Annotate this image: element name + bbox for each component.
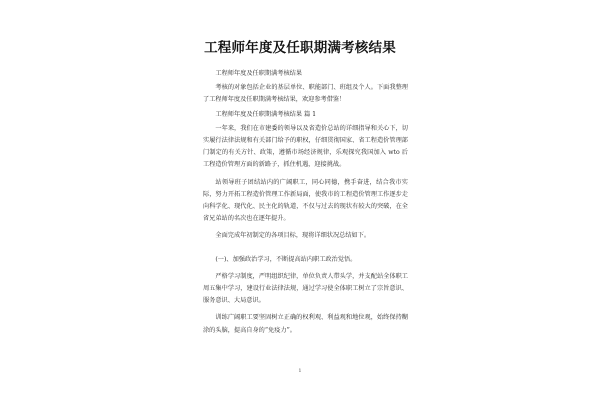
paragraph-year-overview: 一年来，我们在市建委的领导以及省造价总站的详细指导和关心下，切实履行法律法规和有关部门给予的职权，仔细贯彻国家、省工程造价管理部门制定的有关方针、政策，遵循市场经济规律，乐观探究我国加入 wto 后工程造价管理方面的新路子，抓住机遇，迎接挑战。 xyxy=(203,124,408,169)
paragraph-goals-summary: 全面完成年初制定的各项目标，现将详细状况总结如下。 xyxy=(215,232,371,240)
document-title: 工程师年度及任职期满考核结果 xyxy=(204,40,396,56)
paragraph-study-system: 严格学习制度，严明组织纪律，单位负责人带头学，并支配站全体职工周五集中学习，建设行业法律法规，通过学习使全体职工树立了宗旨意识、服务意识、大局意识。 xyxy=(203,272,408,305)
paragraph-subtitle: 工程师年度及任职期满考核结果 xyxy=(215,70,303,77)
paragraph-point-one: (一)、加强政治学习，不断提高站内职工政治觉悟。 xyxy=(215,255,357,263)
page-number: 1 xyxy=(298,368,302,374)
paragraph-training: 训练广阔职工要坚固树立正确的权利观、利益观和地位观，始终保持糊涂的头脑，提高自身的“免疫力”。 xyxy=(203,314,408,334)
paragraph-intro: 考核的对象包括企业的基层单位、职能部门、班组及个人。下面我整理了工程师年度及任职期满考核结果，欢迎参考借鉴！ xyxy=(203,84,408,104)
paragraph-leadership: 站领导班子团结站内的广阔职工，同心同德，携手奋进，结合我市实际，努力开拓工程造价管理工作新局面，使我市的工程造价管理工作逐步走向科学化、现代化、民主化的轨道，不仅与过去的现状有较大的突破，在全省兄弟站的名次也在逐年提升。 xyxy=(203,178,408,223)
paragraph-section-heading: 工程师年度及任职期满考核结果 篇 1 xyxy=(215,110,317,118)
document-body xyxy=(203,68,408,339)
